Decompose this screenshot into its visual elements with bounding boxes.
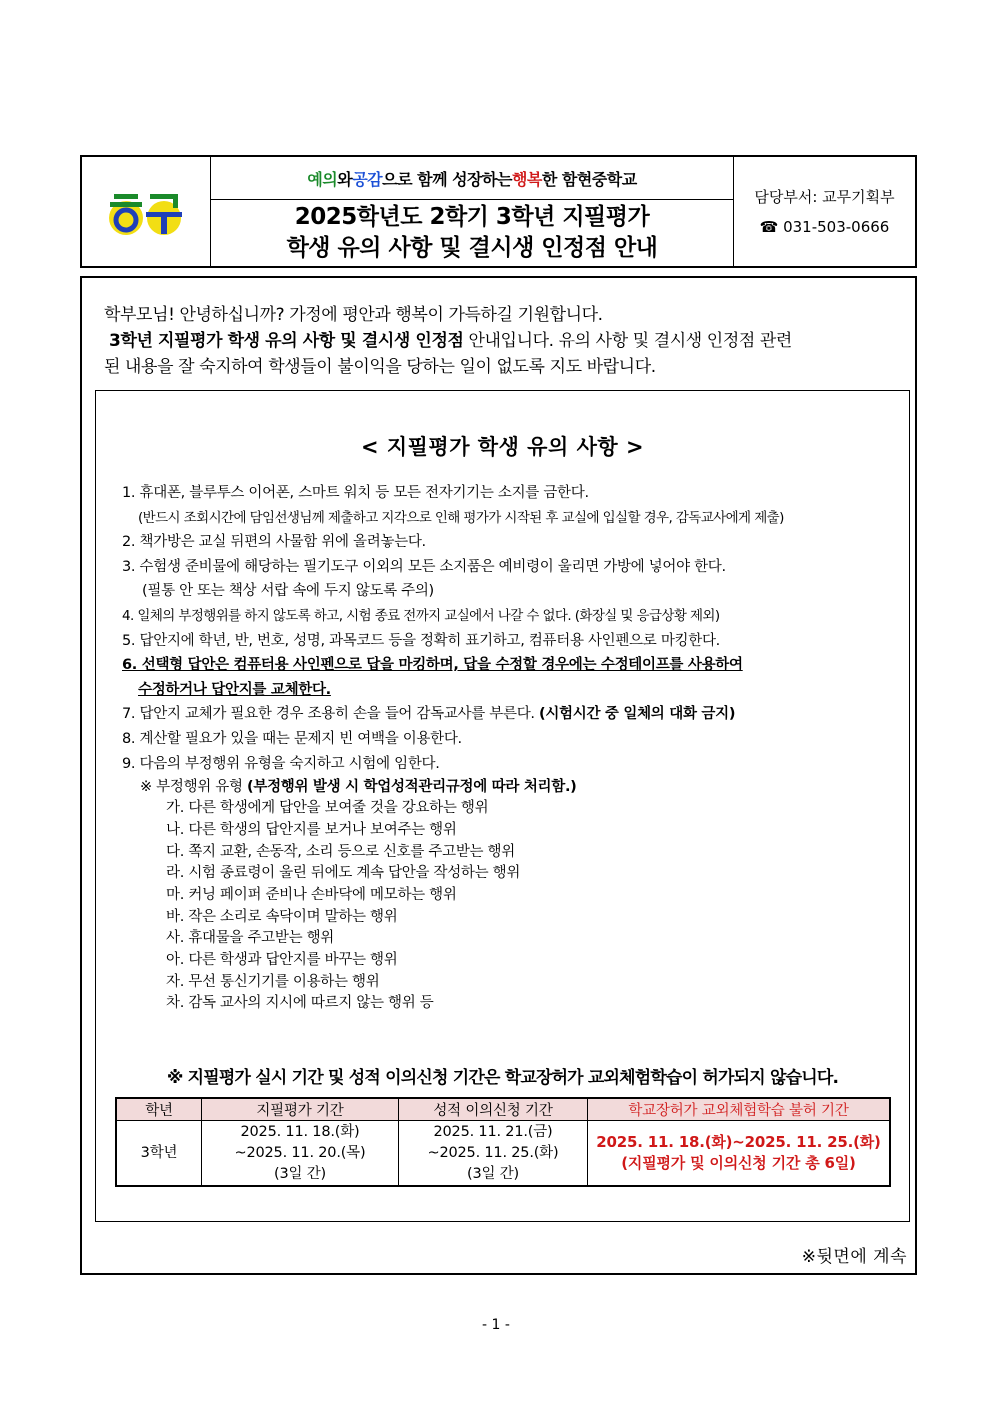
rule-item: 1. 휴대폰, 블루투스 이어폰, 스마트 워치 등 모든 전자기기는 소지를 금한다. <box>122 485 589 501</box>
rule-item: 9. 다음의 부정행위 유형을 숙지하고 시험에 임한다. <box>122 755 440 772</box>
field-trip-notice: ※ 지필평가 실시 기간 및 성적 이의신청 기간은 학교장허가 교외체험학습이 허가되지 않습니다. <box>166 1068 839 1088</box>
cheating-type-item: 아. 다른 학생과 답안지를 바꾸는 행위 <box>166 952 398 969</box>
rule-item-emphasis: 6. 선택형 답안은 컴퓨터용 사인펜으로 답을 마킹하며, 답을 수정할 경우에는 수정테이프를 사용하여 <box>122 657 743 674</box>
cheating-type-item: 마. 커닝 페이퍼 준비나 손바닥에 메모하는 행위 <box>166 886 457 903</box>
header-ban-period: 학교장허가 교외체험학습 불허 기간 <box>588 1098 891 1121</box>
cell-grade: 3학년 <box>116 1121 202 1187</box>
rules-box <box>95 390 910 1222</box>
intro-text: 안내입니다. 유의 사항 및 결시생 인정점 관련 <box>463 331 792 351</box>
rule-item-emphasis: 수정하거나 답안지를 교체한다. <box>138 681 331 698</box>
document-title <box>211 200 733 266</box>
date-line: 2025. 11. 21.(금) <box>433 1123 553 1140</box>
header-exam-period: 지필평가 기간 <box>202 1098 399 1121</box>
slogan-text: 한 함현중학교 <box>541 169 637 189</box>
cheating-types <box>122 776 892 1015</box>
slogan-text: 으로 함께 성장하는 <box>382 169 512 189</box>
rule-item: 3. 수험생 준비물에 해당하는 필기도구 이외의 모든 소지품은 예비령이 울리면 가방에 넣어야 한다. <box>122 558 726 575</box>
continue-note: ※뒷면에 계속 <box>801 1247 907 1267</box>
table-header-row <box>116 1098 890 1121</box>
schedule-table <box>115 1097 891 1187</box>
rules-list <box>122 481 892 1015</box>
rule-item: 5. 답안지에 학년, 반, 번호, 성명, 과목코드 등을 정확히 표기하고, 컴퓨터용 사인펜으로 마킹한다. <box>122 632 720 649</box>
phone-number: ☎ 031-503-0666 <box>759 217 890 236</box>
section-title: < 지필평가 학생 유의 사항 > <box>360 435 645 459</box>
title-line: 2025학년도 2학기 3학년 지필평가 <box>294 204 650 230</box>
page-number: - 1 - <box>482 1317 510 1333</box>
school-slogan <box>211 157 733 200</box>
cheating-type-item: 차. 감독 교사의 지시에 따르지 않는 행위 등 <box>166 995 434 1012</box>
intro-line: 학부모님! 안녕하십니까? 가정에 평안과 행복이 가득하길 기원합니다. <box>104 305 603 325</box>
cheating-heading-text: ※ 부정행위 유형 <box>140 779 248 796</box>
cheating-type-item: 라. 시험 종료령이 울린 뒤에도 계속 답안을 작성하는 행위 <box>166 865 521 882</box>
ban-note-line: (지필평가 및 이의신청 기간 총 6일) <box>621 1154 856 1172</box>
slogan-word-happiness: 행복 <box>511 169 542 189</box>
cheating-type-item: 나. 다른 학생의 답안지를 보거나 보여주는 행위 <box>166 821 457 838</box>
document-header <box>80 155 917 268</box>
rule-item: 2. 책가방은 교실 뒤편의 사물함 위에 올려놓는다. <box>122 534 426 551</box>
school-logo <box>106 182 186 242</box>
cheating-type-item: 사. 휴대물을 주고받는 행위 <box>166 930 335 947</box>
title-cell <box>211 157 734 266</box>
date-line: ~2025. 11. 25.(화) <box>427 1144 559 1161</box>
rule-bold: (시험시간 중 일체의 대화 금지) <box>539 706 736 723</box>
intro-line <box>104 328 896 354</box>
slogan-word-empathy: 공감 <box>352 169 383 189</box>
cheating-type-item: 다. 쪽지 교환, 손동작, 소리 등으로 신호를 주고받는 행위 <box>166 843 515 860</box>
table-row <box>116 1121 890 1187</box>
department-label: 담당부서: 교무기획부 <box>754 187 895 206</box>
slogan-text: 와 <box>337 169 353 189</box>
cell-appeal-period <box>399 1121 588 1187</box>
title-line: 학생 유의 사항 및 결시생 인정점 안내 <box>286 235 658 261</box>
rule-note: (반드시 조회시간에 담임선생님께 제출하고 지각으로 인해 평가가 시작된 후 교실에 입실할 경우, 감독교사에게 제출) <box>138 509 784 526</box>
cheating-type-item: 자. 무선 통신기기를 이용하는 행위 <box>166 973 380 990</box>
header-appeal-period: 성적 이의신청 기간 <box>399 1098 588 1121</box>
duration-line: (3일 간) <box>274 1165 326 1182</box>
date-range-line: 2025. 11. 18.(화)~2025. 11. 25.(화) <box>596 1133 881 1151</box>
cheating-heading <box>140 776 892 798</box>
rule-text: 7. 답안지 교체가 필요한 경우 조용히 손을 들어 감독교사를 부른다. <box>122 706 540 723</box>
date-line: 2025. 11. 18.(화) <box>240 1123 360 1140</box>
notice-body <box>80 276 917 1275</box>
intro-paragraph <box>104 302 896 380</box>
cheating-type-item: 가. 다른 학생에게 답안을 보여줄 것을 강요하는 행위 <box>166 800 489 817</box>
intro-bold: 3학년 지필평가 학생 유의 사항 및 결시생 인정점 <box>109 331 464 351</box>
department-cell <box>734 157 915 266</box>
logo-cell <box>82 157 211 266</box>
duration-line: (3일 간) <box>467 1165 519 1182</box>
cell-exam-period <box>202 1121 399 1187</box>
date-line: ~2025. 11. 20.(목) <box>234 1144 366 1161</box>
cheating-heading-bold: (부정행위 발생 시 학업성적관리규정에 따라 처리함.) <box>247 779 577 796</box>
intro-line: 된 내용을 잘 숙지하여 학생들이 불이익을 당하는 일이 없도록 지도 바랍니다. <box>104 357 656 377</box>
rule-item <box>122 702 892 727</box>
cell-ban-period <box>588 1121 891 1187</box>
cheating-type-item: 바. 작은 소리로 속닥이며 말하는 행위 <box>166 908 398 925</box>
rule-note: (필통 안 또는 책상 서랍 속에 두지 않도록 주의) <box>142 583 434 600</box>
header-grade: 학년 <box>116 1098 202 1121</box>
rule-item: 8. 계산할 필요가 있을 때는 문제지 빈 여백을 이용한다. <box>122 730 462 747</box>
rule-item: 4. 일체의 부정행위를 하지 않도록 하고, 시험 종료 전까지 교실에서 나갈 수 없다. (화장실 및 응급상황 제외) <box>122 607 720 624</box>
slogan-word-courtesy: 예의 <box>307 169 338 189</box>
